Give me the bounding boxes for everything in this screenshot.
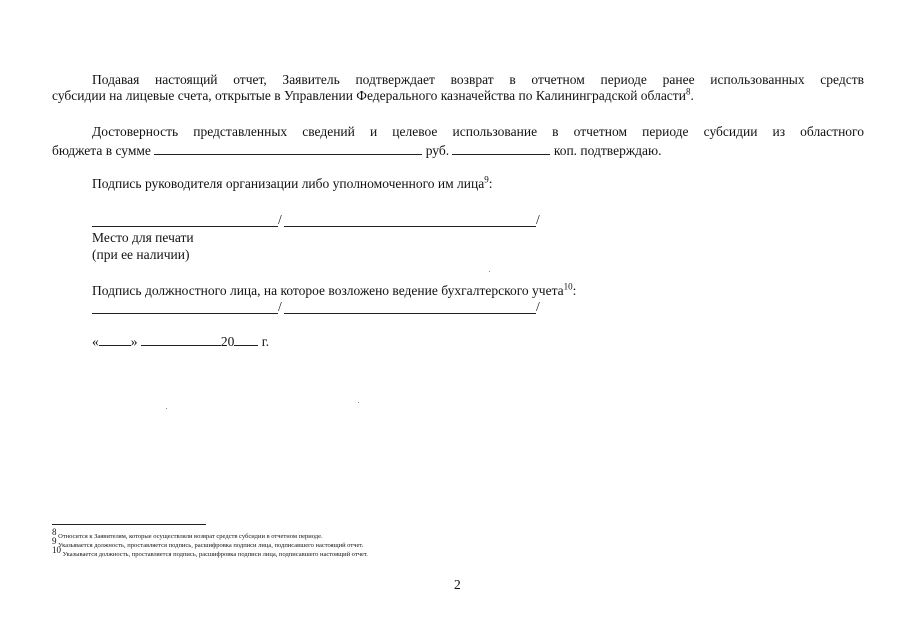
- head-signature-colon: :: [488, 176, 493, 191]
- scan-speck: [358, 402, 359, 403]
- kop-label: коп. подтверждаю.: [553, 143, 662, 158]
- head-name-field[interactable]: [284, 226, 536, 227]
- accountant-signature-field[interactable]: [92, 313, 278, 314]
- footnote-ref-10: 10: [563, 281, 573, 292]
- footnote-num-9: 9: [52, 536, 57, 546]
- date-day-field[interactable]: [99, 333, 131, 346]
- footnote-10: [52, 545, 368, 559]
- footnote-ref-8: 8: [685, 86, 691, 97]
- footnote-separator: [52, 524, 206, 525]
- date-year-suffix: г.: [261, 334, 270, 349]
- paragraph-confirm-text-1: Достоверность представленных сведений и целевое использование в отчетном периоде субсидии из областного: [92, 124, 864, 139]
- paragraph-return-line-1: [92, 72, 864, 88]
- amount-label: бюджета в сумме: [52, 143, 151, 158]
- head-signature-field[interactable]: [92, 226, 278, 227]
- paragraph-return-text-1: Подавая настоящий отчет, Заявитель подтверждает возврат в отчетном периоде ранее использованных средств: [92, 72, 864, 87]
- head-signature-text: Подпись руководителя организации либо уполномоченного им лица: [92, 176, 485, 191]
- footnote-8: [52, 527, 323, 541]
- footnote-ref-9: 9: [484, 174, 489, 185]
- footnote-num-8: 8: [52, 527, 57, 537]
- date-month-field[interactable]: [141, 333, 221, 346]
- date-close-quote: »: [130, 334, 138, 349]
- date-year-field[interactable]: [234, 333, 258, 346]
- accountant-signature-text: Подпись должностного лица, на которое возложено ведение бухгалтерского учета: [92, 283, 564, 298]
- accountant-name-slash: /: [536, 299, 540, 314]
- accountant-signature-colon: :: [572, 283, 577, 298]
- footnote-num-10: 10: [52, 545, 61, 555]
- date-century: 20: [220, 334, 235, 349]
- amount-kop-field[interactable]: [452, 142, 550, 155]
- date-line: [92, 333, 269, 350]
- seal-place-label: Место для печати: [92, 230, 194, 245]
- head-signature-slash: /: [278, 212, 282, 227]
- paragraph-confirm-line-2: [52, 142, 661, 159]
- head-name-slash: /: [536, 212, 540, 227]
- rub-label: руб.: [425, 143, 450, 158]
- paragraph-return-line-2: [52, 88, 694, 104]
- amount-rub-field[interactable]: [154, 142, 422, 155]
- scan-speck: [166, 408, 167, 409]
- paragraph-return-text-2: субсидии на лицевые счета, открытые в Управлении Федерального казначейства по Калининградской области: [52, 88, 686, 103]
- accountant-signature-slash: /: [278, 299, 282, 314]
- footnote-text-8: Относится к Заявителям, которые осуществляли возврат средств субсидии в отчетном периоде.: [58, 533, 323, 541]
- footnote-text-10: Указывается должность, проставляется подпись, расшифровка подписи лица, подписавшего настоящий отчет.: [62, 551, 368, 559]
- head-signature-label: [92, 176, 493, 192]
- accountant-signature-label: [92, 283, 576, 299]
- paragraph-return-period: .: [690, 88, 694, 103]
- page-number: 2: [454, 577, 461, 592]
- footnote-text-9: Указывается должность, проставляется подпись, расшифровка подписи лица, подписавшего настоящий отчет.: [58, 542, 364, 550]
- scan-speck: [489, 271, 490, 272]
- paragraph-confirm-line-1: [92, 124, 864, 140]
- accountant-name-field[interactable]: [284, 313, 536, 314]
- seal-place-note: (при ее наличии): [92, 247, 190, 262]
- date-open-quote: «: [92, 334, 99, 349]
